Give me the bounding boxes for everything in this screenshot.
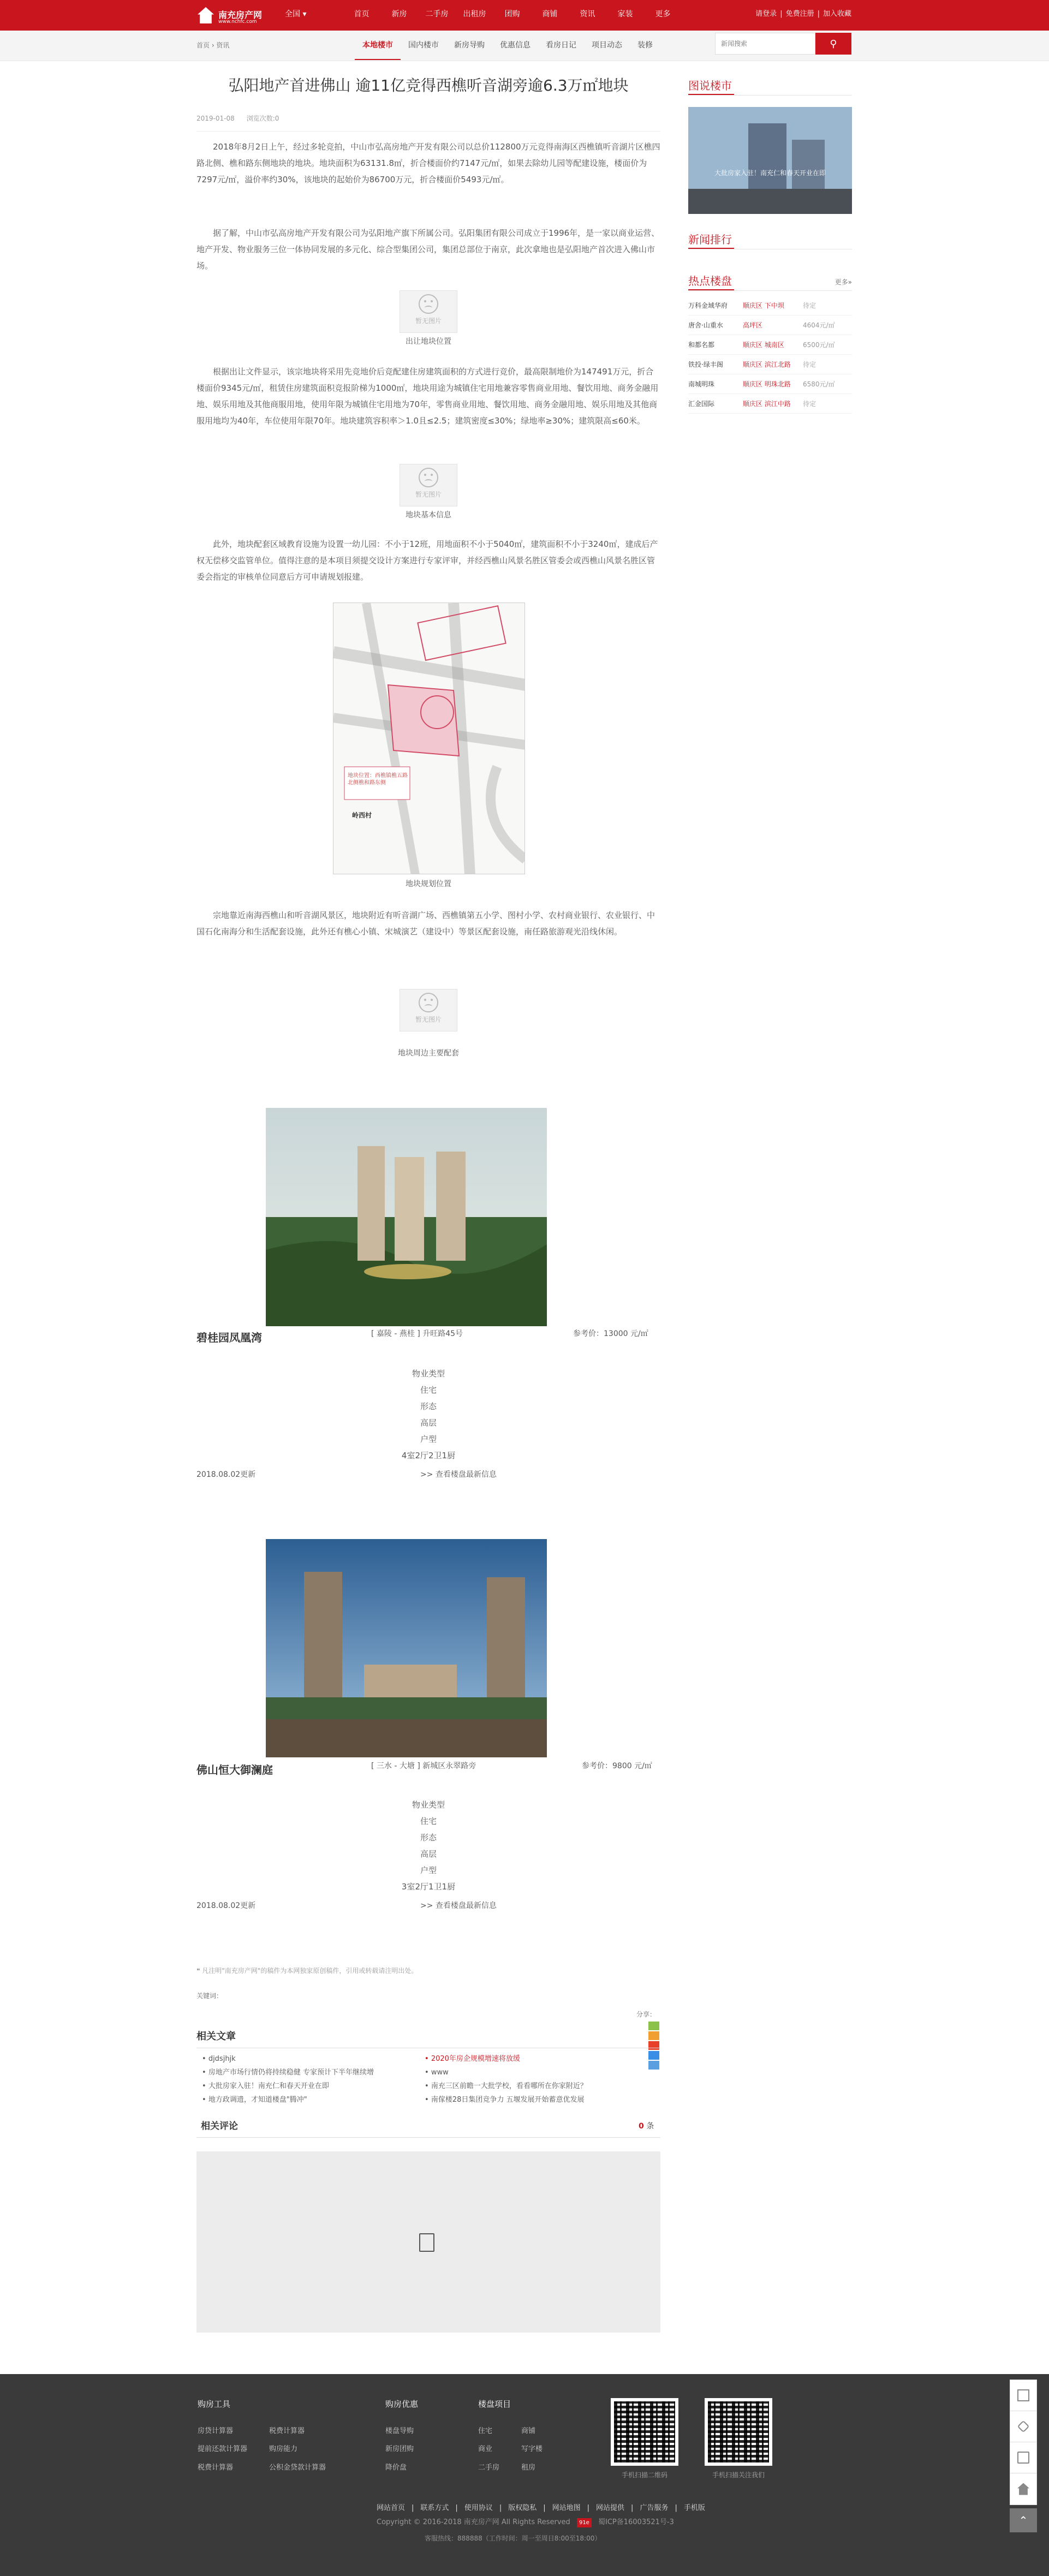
related-text: 南傢楼28日集团竞争力 五堰发展开始蓄意优发展 [431, 2096, 585, 2104]
tab-decor[interactable]: 装修 [637, 41, 653, 50]
footer-link[interactable]: 公积金贷款计算器 [269, 2463, 326, 2472]
related-link[interactable]: • www [425, 2068, 449, 2077]
project-update-date: 2018.08.02更新 [196, 1901, 256, 1910]
spec-label: 户型 [420, 1865, 437, 1875]
account-links [755, 9, 851, 20]
related-title: 相关文章 [196, 2031, 236, 2042]
city-label: 全国 [285, 10, 300, 19]
back-to-top-button[interactable] [1010, 2508, 1037, 2532]
spec-label: 物业类型 [412, 1800, 445, 1810]
nav-item[interactable]: 团购 [504, 10, 520, 19]
footer-nav-link[interactable]: 网站地图 [552, 2504, 581, 2512]
chevron-down-icon: ▾ [302, 10, 307, 19]
footer-link[interactable]: 租房 [521, 2463, 536, 2472]
disclaimer-text: 凡注明"南充房产网"的稿件为本网独家原创稿件，引用或转载请注明出处。 [202, 1967, 418, 1975]
divider [688, 95, 852, 96]
nav-item[interactable]: 新房 [391, 10, 407, 19]
divider: | [455, 2504, 458, 2512]
nav-item[interactable]: 商铺 [542, 10, 558, 19]
related-text: www [431, 2068, 449, 2077]
no-image-icon [419, 294, 438, 314]
keywords: 关键词： [196, 1992, 223, 2000]
search-button[interactable] [815, 33, 851, 55]
hot-price: 6500元/㎡ [803, 341, 835, 349]
footer-link[interactable]: 降价盘 [385, 2463, 407, 2472]
favorite-link[interactable]: 加入收藏 [822, 10, 851, 18]
project-name[interactable]: 碧桂园凤凰湾 [196, 1331, 262, 1344]
project-address: [ 嘉陵 - 燕桂 ] 升旺路45号 [371, 1329, 463, 1338]
related-link[interactable]: • 房地产市场行情仍将持续稳健 专家预计下半年继续增 [202, 2068, 374, 2077]
hot-name: 铁投·绿丰阁 [688, 360, 723, 368]
graph-image[interactable] [688, 107, 852, 214]
footer-offers [385, 2398, 418, 2473]
qr-code-follow [703, 2398, 774, 2480]
divider: | [412, 2504, 414, 2512]
hot-table [688, 296, 852, 414]
footer-links [478, 2426, 543, 2473]
image-placeholder: 暂无图片 [400, 290, 457, 333]
footer [0, 2374, 1049, 2576]
related-link[interactable]: • 南充三区前瞻一大批学校，看看哪所在你家附近？ [425, 2082, 587, 2090]
spec-value: 高层 [420, 1418, 437, 1428]
hot-name: 万科金域华府 [688, 301, 728, 309]
project-name[interactable]: 佛山恒大御澜庭 [196, 1763, 273, 1776]
hot-area: 顺庆区 滨江中路 [743, 399, 791, 408]
footer-link[interactable]: 税费计算器 [269, 2426, 305, 2435]
hot-price: 4604元/㎡ [803, 321, 835, 329]
nav-item[interactable]: 首页 [354, 10, 369, 19]
project-photo[interactable] [266, 1108, 547, 1326]
register-link[interactable]: 免费注册 [785, 10, 814, 18]
hot-area: 顺庆区 城南区 [743, 341, 784, 349]
footer-nav-link[interactable]: 网站提供 [596, 2504, 625, 2512]
spec-label: 户型 [420, 1434, 437, 1444]
article-meta [196, 114, 279, 123]
footer-link[interactable]: 商铺 [521, 2426, 536, 2435]
document-icon [1017, 2389, 1029, 2401]
project-address: [ 三水 - 大塘 ] 新城区永翠路旁 [371, 1762, 476, 1770]
share-weibo-icon[interactable] [648, 2041, 659, 2050]
news-search [715, 33, 851, 55]
chevron-up-icon: ⌃ [1018, 2514, 1028, 2527]
divider [196, 2137, 660, 2138]
related-link[interactable]: • 2020年房企规模增速将放缓 [425, 2055, 520, 2063]
tab-local[interactable]: 本地楼市 [355, 38, 401, 60]
tab-project[interactable]: 项目动态 [592, 41, 622, 50]
image-placeholder: 暂无图片 [400, 464, 457, 506]
footer-link[interactable]: 二手房 [478, 2463, 500, 2472]
comment-count [639, 2121, 654, 2132]
paragraph: 宗地靠近南海西樵山和听音湖风景区，地块附近有听音湖广场、西樵镇第五小学、图村小学、农村商业银行、农业银行、中国石化南海分和生活配套设施，此外还有樵心小镇、宋城演艺（建设中）等景区配套设施，南任路旅游观光沿线休闲。 [196, 910, 655, 937]
project-price: 参考价：9800 元/㎡ [582, 1762, 652, 1770]
article-title: 弘阳地产首进佛山 逾11亿竞得西樵听音湖旁逾6.3万㎡地块 [228, 76, 629, 94]
search-input[interactable] [715, 33, 815, 55]
related-link[interactable]: • 地方政调遗，才知道楼盘"腾冲" [202, 2096, 307, 2104]
comment-widget[interactable] [196, 2151, 660, 2333]
spec-label: 形态 [420, 1833, 437, 1842]
image-caption: 出让地块位置 [406, 337, 451, 346]
footer-nav-link[interactable]: 手机版 [683, 2504, 705, 2512]
related-text: 2020年房企规模增速将放缓 [431, 2055, 520, 2063]
share-qzone-icon[interactable] [648, 2031, 659, 2040]
footer-link[interactable]: 写字楼 [521, 2445, 543, 2453]
footer-nav-link[interactable]: 版权隐私 [508, 2504, 537, 2512]
footer-col-title: 楼盘项目 [478, 2399, 511, 2409]
view-count: 浏览次数:0 [246, 115, 279, 122]
top-bar [0, 0, 1049, 31]
related-text: 房地产市场行情仍将持续稳健 专家预计下半年继续增 [208, 2068, 374, 2077]
divider: | [675, 2504, 677, 2512]
related-link[interactable]: • 南傢楼28日集团竞争力 五堰发展开始蓄意优发展 [425, 2096, 585, 2104]
hot-more-link[interactable]: 更多» [835, 278, 852, 286]
qr-code-mobile [609, 2398, 680, 2480]
footer-nav-link[interactable]: 使用协议 [464, 2504, 493, 2512]
hot-area: 顺庆区 滨江北路 [743, 360, 791, 368]
project-more-link[interactable]: >> 查看楼盘最新信息 [420, 1470, 497, 1479]
qr-code-icon [705, 2398, 772, 2466]
rank-title: 新闻排行 [688, 231, 734, 249]
footer-link[interactable]: 商业 [478, 2445, 493, 2453]
hot-row[interactable] [688, 296, 852, 315]
spec-value: 住宅 [420, 1816, 437, 1826]
graph-caption: 大批房家入驻！南充仁和春天开业在即 [714, 169, 826, 177]
disclaimer [196, 1966, 418, 1976]
search-icon: ⚲ [830, 38, 837, 49]
footer-nav-link[interactable]: 网站首页 [377, 2504, 406, 2512]
divider: | [499, 2504, 502, 2512]
related-link[interactable]: • 大批房家入驻！南充仁和春天开业在即 [202, 2082, 329, 2090]
hot-row[interactable] [688, 394, 852, 414]
hot-row[interactable] [688, 335, 852, 355]
hot-price: 待定 [803, 360, 816, 368]
divider: | [817, 10, 820, 18]
project-rendering [266, 1539, 547, 1757]
related-text: 南充三区前瞻一大批学校，看看哪所在你家附近？ [431, 2082, 587, 2090]
hot-name: 汇金国际 [688, 399, 715, 408]
graph-title: 图说楼市 [688, 77, 734, 95]
hotline: 客服热线：888888（工作时间：周一至周日8:00至18:00） [425, 2535, 601, 2542]
project-photo[interactable] [266, 1539, 547, 1757]
copyright [377, 2517, 674, 2528]
parcel-map [333, 603, 525, 874]
project-specs [196, 1797, 660, 1895]
spec-value: 住宅 [420, 1385, 437, 1395]
footer-link[interactable]: 税费计算器 [198, 2463, 234, 2472]
qr-code-icon [611, 2398, 678, 2466]
folder-icon [1017, 2452, 1029, 2464]
article-date: 2019-01-08 [196, 115, 235, 122]
divider [688, 290, 852, 291]
hot-price: 待定 [803, 399, 816, 408]
qr-caption: 手机扫描关注我们 [712, 2471, 765, 2479]
image-placeholder: 暂无图片 [400, 989, 457, 1031]
floating-item[interactable] [1010, 2442, 1036, 2473]
floating-item[interactable] [1010, 2473, 1036, 2505]
logo-url: www.nchfc.com [218, 19, 257, 25]
comment-count-number: 0 [639, 2122, 644, 2131]
divider: | [587, 2504, 590, 2512]
nav-item[interactable]: 家装 [617, 10, 633, 19]
footer-projects [478, 2398, 543, 2473]
paragraph: 根据出让文件显示，该宗地块将采用先竞地价后竞配建住房建筑面积的方式进行竞价，最高限制地价为147491万元，折合楼面价9345元/㎡，租赁住房建筑面积竞报阶梯为1000㎡，地块用途为城镇住宅用地兼容零售商业用地、餐饮用地、商务金融用地、娱乐用地及其他商服用地，使用年限为城镇住宅用地为70年，零售商业用地、餐饮用地、商务金融用地、娱乐用地及其他商服用地均为40年，车位使用年限70年。地块建筑容积率＞1.0且≤2.5；建筑密度≤30%；绿地率≥30%；建筑限高≤60米。 [196, 367, 659, 426]
tab-diary[interactable]: 看房日记 [546, 41, 576, 50]
project-rendering [266, 1108, 547, 1326]
spec-label: 物业类型 [412, 1369, 445, 1379]
image-caption: 地块规划位置 [406, 880, 451, 889]
footer-link[interactable]: 房贷计算器 [198, 2426, 234, 2435]
map-drawing [333, 603, 525, 874]
hot-area: 顺庆区 明珠北路 [743, 380, 791, 388]
image-caption: 地块周边主要配套 [398, 1049, 459, 1058]
related-text: 地方政调遗，才知道楼盘"腾冲" [208, 2096, 307, 2104]
comments-title: 相关评论 [201, 2121, 238, 2132]
qr-caption: 手机扫描二维码 [621, 2471, 667, 2479]
tab-guide[interactable]: 新房导购 [454, 41, 485, 50]
beian-number[interactable]: 蜀ICP备16003521号-3 [598, 2518, 674, 2526]
no-image-icon [419, 993, 438, 1012]
image-caption: 地块基本信息 [406, 511, 451, 520]
no-image-icon [419, 468, 438, 487]
divider: | [543, 2504, 546, 2512]
floating-toolbar [1010, 2380, 1037, 2505]
footer-nav [377, 2503, 705, 2514]
paragraph: 2018年8月2日上午，经过多轮竞拍，中山市弘高房地产开发有限公司以总价112800万元竞得南海区西樵镇听音湖片区樵四路北侧、樵和路东侧地块的地块。地块面积为63131.8㎡，折合楼面价约7147元/㎡，如果去除幼儿园等配建设施，楼面价为7297元/㎡，溢价率约30%，该地块的起始价为86700万元，折合楼面价5493元/㎡。 [196, 142, 660, 184]
footer-link[interactable]: 住宅 [478, 2426, 493, 2435]
tab-discount[interactable]: 优惠信息 [500, 41, 531, 50]
login-link[interactable]: 请登录 [755, 10, 777, 18]
tab-domestic[interactable]: 国内楼市 [408, 41, 439, 50]
hot-price: 待定 [803, 301, 816, 309]
spec-value: 3室2厅1卫1厨 [401, 1882, 456, 1892]
spec-value: 4室2厅2卫1厨 [401, 1451, 456, 1460]
hot-row[interactable] [688, 355, 852, 374]
channel-tabs [355, 38, 660, 60]
project-update-date: 2018.08.02更新 [196, 1470, 256, 1479]
breadcrumb[interactable]: 首页 › 资讯 [196, 41, 230, 49]
paragraph: 此外，地块配套区域教育设施为设置一幼儿园：不小于12班，用地面积不小于5040㎡，建筑面积不小于3240㎡，建成后产权无偿移交监管单位。值得注意的是本项目须提交设计方案进行专家评审，并经西樵山风景名胜区管委会或西樵山风景名胜区管委会指定的审核单位同意后方可申请规划报建。 [196, 539, 658, 582]
footer-link[interactable]: 楼盘导购 [385, 2426, 414, 2435]
footer-nav-link[interactable]: 广告服务 [640, 2504, 669, 2512]
share-label: 分享： [636, 2011, 657, 2018]
main-nav [343, 9, 682, 20]
footer-link[interactable]: 提前还款计算器 [198, 2445, 248, 2453]
floating-item[interactable] [1010, 2411, 1036, 2442]
footer-col-title: 购房工具 [198, 2399, 231, 2409]
nav-item[interactable]: 二手房 [425, 10, 449, 19]
project-specs [196, 1365, 660, 1464]
sub-bar [0, 31, 1049, 61]
spec-label: 形态 [420, 1402, 437, 1411]
city-switcher[interactable] [285, 9, 306, 20]
map-village-label: 岭西村 [352, 812, 372, 819]
map-parcel-note: 地块位置：西樵镇樵五路北侧樵和路东侧 [348, 773, 408, 786]
house-logo-icon [198, 7, 214, 23]
paragraph: 据了解，中山市弘高房地产开发有限公司为弘阳地产旗下所属公司。弘阳集团有限公司成立于1996年，是一家以商业运营、地产开发、物业服务三位一体协同发展的多元化、综合型集团公司，集团总部位于南京，此次拿地也是弘阳地产首次进入佛山市场。 [196, 228, 660, 271]
nav-item[interactable]: 资讯 [580, 10, 595, 19]
floating-item[interactable] [1010, 2380, 1036, 2411]
divider: | [631, 2504, 634, 2512]
graph-photo [688, 107, 852, 214]
site-logo[interactable] [198, 4, 262, 26]
logo-text: 南充房产网 [218, 10, 263, 20]
footer-link[interactable]: 新房团购 [385, 2445, 414, 2453]
certificate-badge-icon: 91e [577, 2518, 592, 2527]
hot-price: 6580元/㎡ [803, 380, 835, 388]
tag-icon [1017, 2420, 1030, 2433]
footer-tools [198, 2398, 326, 2473]
hot-title: 热点楼盘 [688, 273, 734, 290]
related-text: djdsjhjk [208, 2055, 236, 2063]
divider: | [780, 10, 783, 18]
copyright-text: Copyright © 2016-2018 南充房产网 All Rights Reserved [377, 2518, 570, 2526]
comment-count-unit: 条 [646, 2122, 654, 2131]
footer-nav-link[interactable]: 联系方式 [420, 2504, 449, 2512]
hot-row[interactable] [688, 315, 852, 335]
document-icon [419, 2233, 434, 2252]
quote-icon: ❝ [196, 1967, 202, 1975]
footer-links [198, 2426, 326, 2473]
hot-area: 顺庆区 下中坝 [743, 301, 784, 309]
hot-row[interactable] [688, 374, 852, 394]
footer-link[interactable]: 购房能力 [269, 2445, 298, 2453]
nav-item[interactable]: 出租房 [463, 10, 486, 19]
spec-value: 高层 [420, 1849, 437, 1859]
related-text: 大批房家入驻！南充仁和春天开业在即 [208, 2082, 329, 2090]
project-price: 参考价：13000 元/㎡ [573, 1329, 648, 1338]
hot-name: 和都名都 [688, 341, 715, 349]
footer-col-title: 购房优惠 [385, 2399, 419, 2409]
divider [196, 131, 660, 132]
hot-area: 高坪区 [743, 321, 763, 329]
footer-links [385, 2426, 418, 2473]
hot-name: 唐舍·山重水 [688, 321, 723, 329]
home-icon [1017, 2483, 1029, 2495]
project-more-link[interactable]: >> 查看楼盘最新信息 [420, 1901, 497, 1910]
share-wechat-icon[interactable] [648, 2022, 659, 2030]
related-link[interactable]: • djdsjhjk [202, 2055, 236, 2063]
hot-name: 南城明珠 [688, 380, 715, 388]
nav-item[interactable]: 更多 [655, 10, 671, 19]
